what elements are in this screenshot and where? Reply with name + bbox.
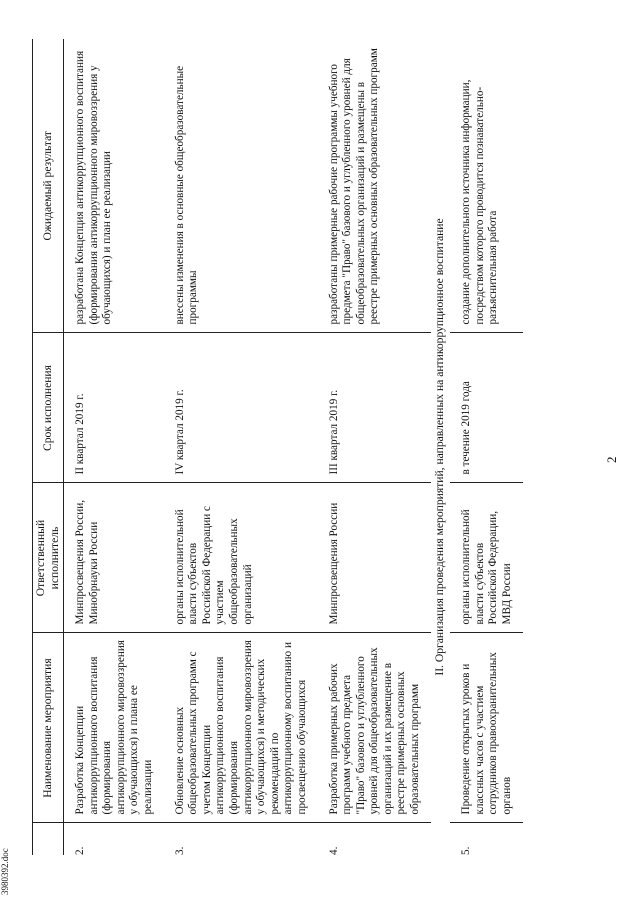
header-deadline: Срок исполнения [33,333,64,483]
header-executor: Ответственный исполнитель [33,483,64,633]
result-cell: разработана Концепция антикоррупционного воспитания (формирования антикоррупционного мировоззрения у обучающихся) и план ее реализации [64,39,164,333]
row-number: 5. [460,846,473,855]
event-cell: Разработка Концепции антикоррупционного воспитания (формирования антикоррупционного мировоззрения у обучающихся) и плана ее реализации [64,633,164,823]
result-cell: создание дополнительного источника информации, посредством которого проводится познавательно-разъяснительная работа [450,39,522,333]
table-header-row [33,39,64,855]
section-row [431,39,451,855]
deadline-cell: III квартал 2019 г. [318,333,431,483]
executor-cell: Минпросвещения России [318,483,431,633]
page-number: 2 [604,456,619,463]
row-number: 3. [173,846,186,855]
deadline-cell: в течение 2019 года [450,333,522,483]
event-cell: Разработка примерных рабочих программ учебного предмета "Право" базового и углубленного уровней для общеобразовательных организаций и их размещение в реестре примерных основных образовательных программ [318,633,431,823]
table-row [450,39,522,855]
executor-cell: органы исполнительной власти субъектов Российской Федерации, МВД России [450,483,522,633]
deadline-cell: II квартал 2019 г. [64,333,164,483]
executor-cell: органы исполнительной власти субъектов Российской Федерации с участием общеобразовательных организаций [164,483,318,633]
table-row [318,39,431,855]
section-title: II. Организация проведения мероприятий, направленных на антикоррупционное воспитание [432,218,446,676]
file-name: 3980392.doc [0,848,10,895]
table-row [64,39,164,855]
row-number: 2. [74,846,86,855]
header-event: Наименование мероприятия [33,633,64,823]
result-cell: внесены изменения в основные общеобразовательные программы [164,39,318,333]
table-row [164,39,318,855]
header-result: Ожидаемый результат [33,39,64,333]
events-table [32,39,523,855]
header-number [33,823,64,855]
row-number: 4. [327,846,340,855]
executor-cell: Минпросвещения России, Минобрнауки России [64,483,164,633]
result-cell: разработаны примерные рабочие программы учебного предмета "Право" базового и углубленного уровней для общеобразовательных организаций и размещены в реестре примерных основных образовательных программ [318,39,431,333]
event-cell: Проведение открытых уроков и классных часов с участием сотрудников правоохранительных органов [450,633,522,823]
event-cell: Обновление основных общеобразовательных программ с учетом Концепции антикоррупционного воспитания (формирования антикоррупционного мировоззрения у обучающихся) и методических рекомендаций по антикоррупционному воспитанию и просвещению обучающихся [164,633,318,823]
deadline-cell: IV квартал 2019 г. [164,333,318,483]
